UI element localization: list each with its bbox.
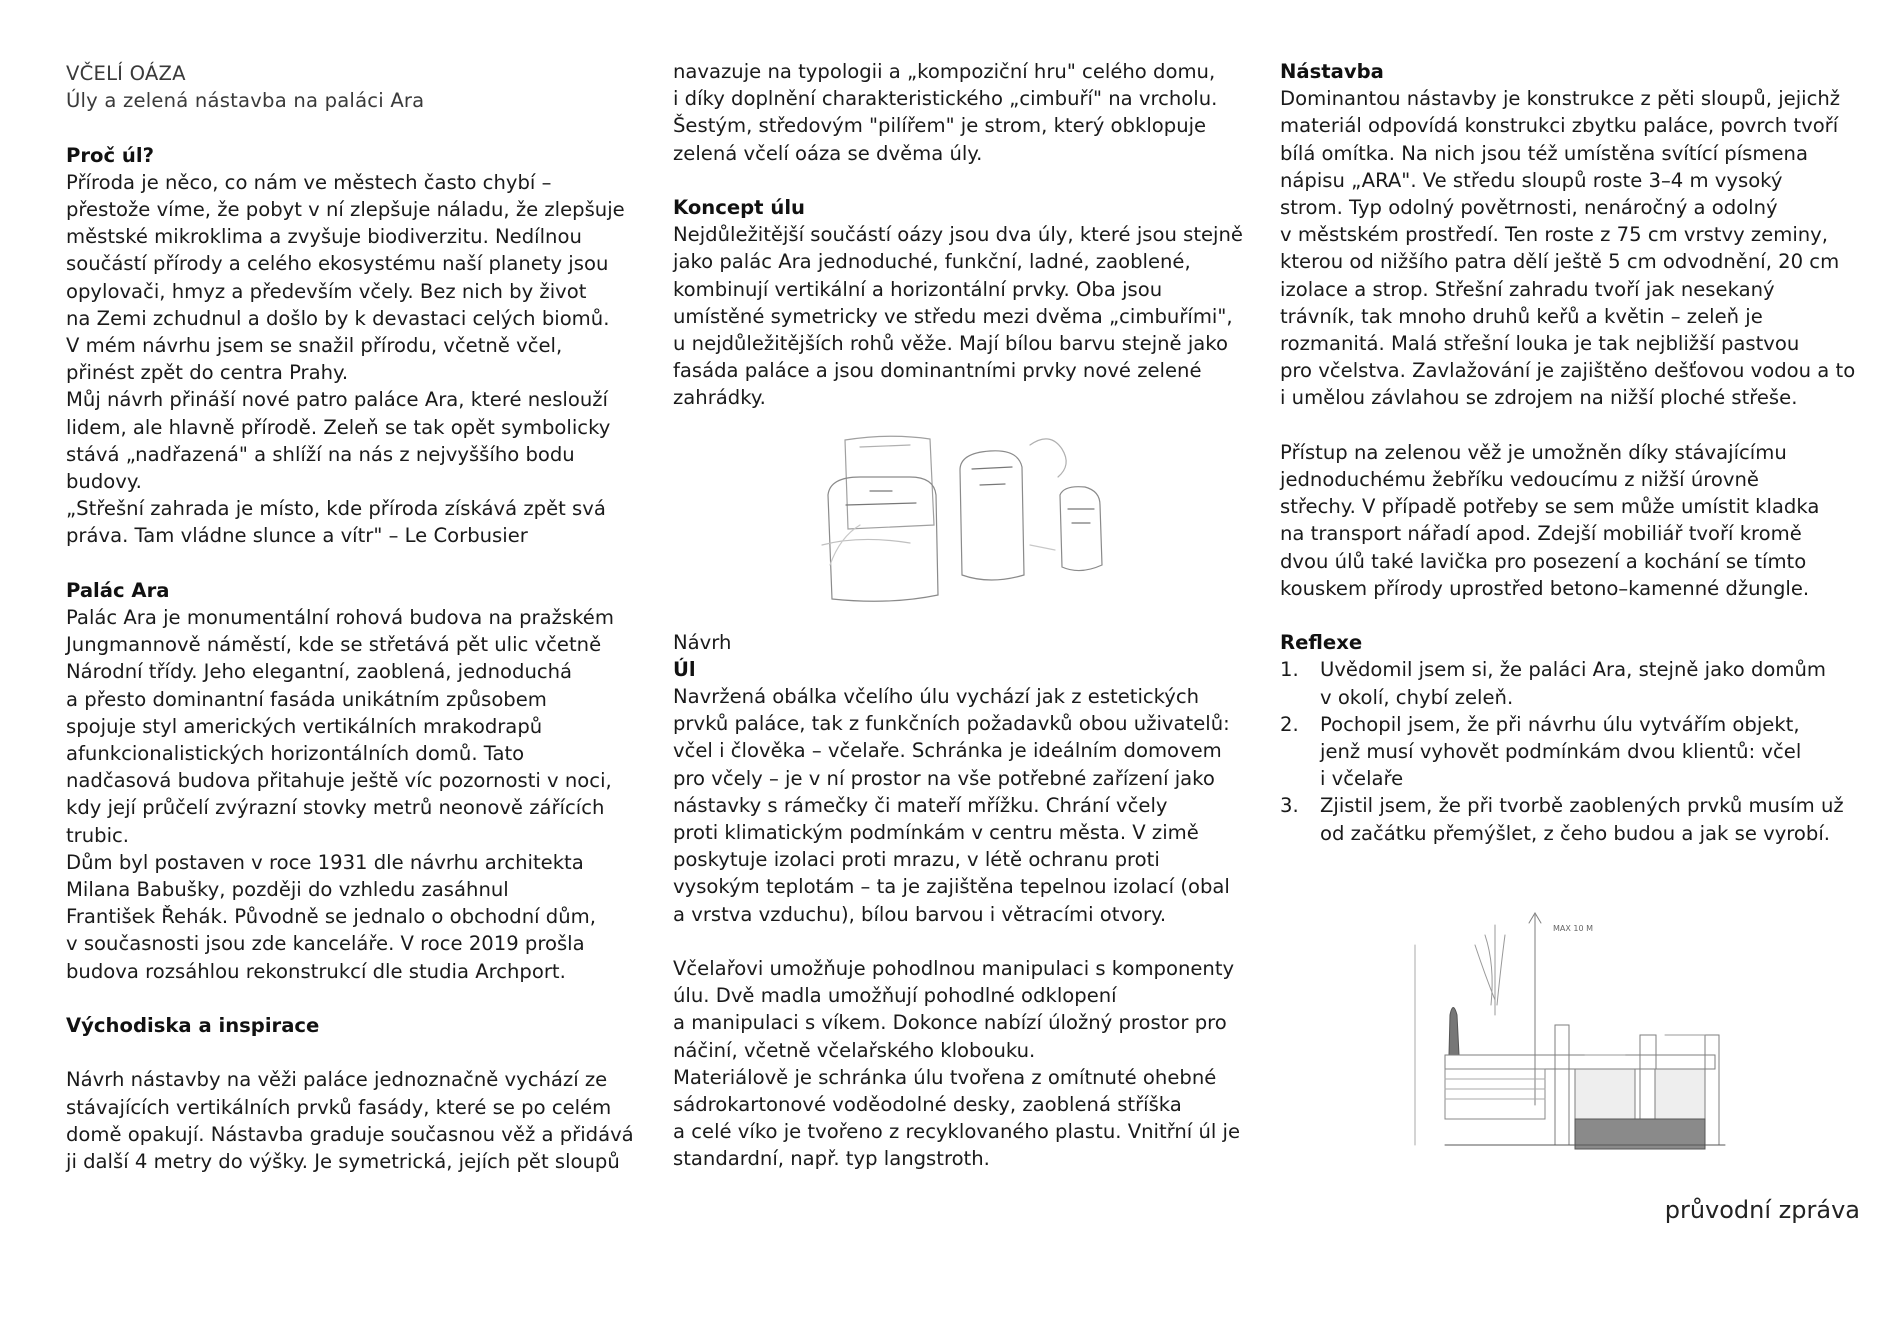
text-line: v okolí, chybí zeleň. <box>1320 685 1514 709</box>
text-line: na Zemi zchudnul a došlo by k devastaci celých biomů. <box>66 306 610 330</box>
document-subtitle: Úly a zelená nástavba na paláci Ara <box>66 89 425 113</box>
text-line: zelená včelí oáza se dvěma úly. <box>673 141 983 165</box>
text-line: přestože víme, že pobyt v ní zlepšuje náladu, že zlepšuje <box>66 198 625 221</box>
text-line: v současnosti jsou zde kanceláře. V roce 2019 prošla <box>66 932 585 956</box>
text-line: a vrstva vzduchu), bílou barvou i větracími otvory. <box>673 902 1167 926</box>
heading-koncept-ulu: Koncept úlu <box>673 196 805 219</box>
text-line: fasáda paláce a jsou dominantními prvky nové zelené <box>673 359 1202 383</box>
text-line: bílá omítka. Na nich jsou též umístěna svítící písmena <box>1280 141 1808 165</box>
reflexe-text <box>1320 792 1860 846</box>
text-line: trubic. <box>66 823 130 847</box>
reflexe-text <box>1320 711 1860 793</box>
text-line: materiál odpovídá konstrukci zbytku paláce, povrch tvoří <box>1280 114 1839 138</box>
text-line: Přístup na zelenou věž je umožněn díky stávajícímu <box>1280 440 1787 464</box>
text-line: Můj návrh přináší nové patro paláce Ara, které neslouží <box>66 388 608 412</box>
text-line: městské mikroklima a zvyšuje biodiverzitu. Nedílnou <box>66 225 582 249</box>
column-1 <box>66 60 646 1175</box>
text-line: střechy. V případě potřeby se sem může umístit kladka <box>1280 495 1820 519</box>
text-line: od začátku přemýšlet, z čeho budou a jak se vyrobí. <box>1320 821 1831 845</box>
label-navrh: Návrh <box>673 630 732 654</box>
text-line: včel i člověka – včelaře. Schránka je ideálním domovem <box>673 739 1222 763</box>
text-proc-ul <box>66 169 646 550</box>
text-line: proti klimatickým podmínkám v centru města. V zimě <box>673 821 1199 845</box>
footer-label: průvodní zpráva <box>1664 1196 1860 1224</box>
text-line: Zjistil jsem, že při tvorbě zaoblených prvků musím už <box>1320 794 1844 818</box>
text-line: nápisu „ARA". Ve středu sloupů roste 3–4 m vysoký <box>1280 168 1783 192</box>
text-line: a přesto dominantní fasáda unikátním způsobem <box>66 687 547 711</box>
text-line: u nejdůležitějších rohů věže. Mají bílou barvu stejně jako <box>673 332 1228 356</box>
heading-palac-ara: Palác Ara <box>66 578 170 602</box>
text-nastavba <box>1280 85 1860 411</box>
text-line: budova rozsáhlou rekonstrukcí dle studia Archport. <box>66 959 566 983</box>
reflexe-number: 3. <box>1280 794 1299 818</box>
text-line: na transport nářadí apod. Zdejší mobiliář tvoří kromě <box>1280 522 1802 546</box>
text-line: trávník, tak mnoho druhů keřů a květin – zeleň je <box>1280 304 1763 328</box>
heading-proc-ul: Proč úl? <box>66 143 154 167</box>
text-line: vysokým teplotám – ta je zajištěna tepelnou izolací (obal <box>673 875 1230 899</box>
text-line: úlu. Dvě madla umožňují pohodlné odklopení <box>673 984 1117 1008</box>
text-line: pro včelstva. Zavlažování je zajištěno dešťovou vodou a to <box>1280 359 1856 383</box>
text-line: strom. Typ odolný povětrnosti, nenáročný a odolný <box>1280 196 1778 220</box>
reflexe-text <box>1320 656 1860 710</box>
text-line: Dominantou nástavby je konstrukce z pěti sloupů, jejichž <box>1280 87 1841 111</box>
text-ul-2 <box>673 955 1263 1173</box>
column-2 <box>673 58 1263 1173</box>
text-line: jako palác Ara jednoduché, funkční, ladné, zaoblené, <box>673 250 1191 274</box>
text-nastavba-2 <box>1280 439 1860 602</box>
text-line: dvou úlů také lavička pro posezení a kochání se tímto <box>1280 549 1807 573</box>
text-line: prvků paláce, tak z funkčních požadavků obou uživatelů: <box>673 712 1230 736</box>
text-line: Navržená obálka včelího úlu vychází jak z estetických <box>673 685 1200 709</box>
text-line: rozmanitá. Malá střešní louka je tak nejbližší pastvou <box>1280 332 1800 356</box>
heading-nastavba: Nástavba <box>1280 60 1384 83</box>
text-line: Milana Babušky, později do vzhledu zasáhnul <box>66 878 509 902</box>
text-vychodiska <box>66 1066 646 1175</box>
text-line: jednoduchému žebříku vedoucímu z nižší úrovně <box>1280 468 1759 492</box>
text-line: přinést zpět do centra Prahy. <box>66 361 349 385</box>
text-line: i včelaře <box>1320 767 1404 791</box>
text-line: práva. Tam vládne slunce a vítr" – Le Corbusier <box>66 524 528 548</box>
text-line: afunkcionalistických horizontálních domů. Tato <box>66 742 525 766</box>
text-line: nadčasová budova přitahuje ještě víc pozornosti v noci, <box>66 769 612 793</box>
text-line: spojuje styl amerických vertikálních mrakodrapů <box>66 714 543 738</box>
text-line: izolace a strop. Střešní zahradu tvoří jak nesekaný <box>1280 277 1775 301</box>
text-line: náčiní, včetně včelařského klobouku. <box>673 1038 1036 1062</box>
text-line: Palác Ara je monumentální rohová budova na pražském <box>66 606 614 630</box>
text-line: Návrh nástavby na věži paláce jednoznačně vychází ze <box>66 1068 608 1092</box>
text-palac-ara <box>66 604 646 985</box>
text-line: součástí přírody a celého ekosystému naší planety jsou <box>66 252 609 276</box>
text-line: jenž musí vyhovět podmínkám dvou klientů: včel <box>1320 740 1802 764</box>
reflexe-list <box>1280 656 1860 846</box>
text-line: „Střešní zahrada je místo, kde příroda získává zpět svá <box>66 497 606 521</box>
text-line: opylovači, hmyz a především včely. Bez nich by život <box>66 279 587 303</box>
text-line: Včelařovi umožňuje pohodlnou manipulaci s komponenty <box>673 957 1235 981</box>
text-line: V mém návrhu jsem se snažil přírodu, včetně včel, <box>66 334 563 358</box>
document-title: VČELÍ OÁZA <box>66 62 186 85</box>
text-line: kombinují vertikální a horizontální prvky. Oba jsou <box>673 277 1163 301</box>
text-line: i díky doplnění charakteristického „cimbuří" na vrcholu. <box>673 87 1218 111</box>
heading-vychodiska: Východiska a inspirace <box>66 1014 320 1038</box>
text-koncept-ulu <box>673 221 1263 411</box>
text-line: umístěné symetricky ve středu mezi dvěma „cimbuřími", <box>673 304 1233 328</box>
text-line: Jungmannově náměstí, kde se střetává pět ulic včetně <box>66 633 602 657</box>
beehive-sketch <box>800 425 1120 615</box>
text-line: stávajících vertikálních prvků fasády, které se po celém <box>66 1095 612 1119</box>
text-line: Dům byl postaven v roce 1931 dle návrhu architekta <box>66 850 584 874</box>
text-continuation <box>673 58 1263 167</box>
reflexe-item <box>1280 792 1860 846</box>
text-line: Materiálově je schránka úlu tvořena z omítnuté ohebné <box>673 1065 1217 1089</box>
text-line: domě opakují. Nástavba graduje současnou věž a přidává <box>66 1122 634 1146</box>
text-line: a manipulaci s víkem. Dokonce nabízí úložný prostor pro <box>673 1011 1227 1035</box>
text-line: a celé víko je tvořeno z recyklovaného plastu. Vnitřní úl je <box>673 1120 1241 1144</box>
text-line: Příroda je něco, co nám ve městech často chybí – <box>66 170 552 194</box>
text-line: i umělou závlahou se zdrojem na nižší ploché střeše. <box>1280 386 1798 410</box>
text-line: Šestým, středovým "pilířem" je strom, který obklopuje <box>673 114 1207 138</box>
heading-ul: Úl <box>673 657 696 681</box>
text-line: sádrokartonové voděodolné desky, zaoblená stříška <box>673 1093 1182 1117</box>
reflexe-number: 2. <box>1280 712 1299 736</box>
text-line: Uvědomil jsem si, že paláci Ara, stejně jako domům <box>1320 658 1827 682</box>
text-line: zahrádky. <box>673 386 766 410</box>
sketch-label: MAX 10 M <box>1553 924 1594 933</box>
column-3 <box>1280 58 1860 847</box>
text-line: nástavky s rámečky či mateří mřížku. Chrání včely <box>673 793 1168 817</box>
text-line: navazuje na typologii a „kompoziční hru" celého domu, <box>673 60 1216 83</box>
text-line: lidem, ale hlavně přírodě. Zeleň se tak opět symbolicky <box>66 415 611 439</box>
text-line: ji další 4 metry do výšky. Je symetrická, jejích pět sloupů <box>66 1150 620 1174</box>
text-line: kdy její průčelí zvýrazní stovky metrů neonově zářících <box>66 796 605 820</box>
text-line: v městském prostředí. Ten roste z 75 cm vrstvy zeminy, <box>1280 223 1829 247</box>
text-line: budovy. <box>66 470 142 494</box>
text-line: František Řehák. Původně se jednalo o obchodní dům, <box>66 905 596 929</box>
reflexe-item <box>1280 656 1860 710</box>
text-line: pro včely – je v ní prostor na vše potřebné zařízení jako <box>673 766 1215 790</box>
text-line: Národní třídy. Jeho elegantní, zaoblená, jednoduchá <box>66 660 573 684</box>
heading-reflexe: Reflexe <box>1280 631 1363 655</box>
reflexe-number: 1. <box>1280 658 1299 682</box>
text-line: standardní, např. typ langstroth. <box>673 1147 990 1171</box>
text-line: Nejdůležitější součástí oázy jsou dva úly, které jsou stejně <box>673 223 1243 247</box>
text-line: poskytuje izolaci proti mrazu, v létě ochranu proti <box>673 848 1160 872</box>
reflexe-item <box>1280 711 1860 793</box>
text-line: kterou od nižšího patra dělí ještě 5 cm odvodnění, 20 cm <box>1280 250 1840 274</box>
text-line: Pochopil jsem, že při návrhu úlu vytvářím objekt, <box>1320 712 1800 736</box>
text-line: kouskem přírody uprostřed betono–kamenné džungle. <box>1280 576 1810 600</box>
text-line: stává „nadřazená" a shlíží na nás z nejvyššího bodu <box>66 442 575 466</box>
text-ul <box>673 683 1263 928</box>
tower-section-sketch <box>1405 905 1735 1177</box>
